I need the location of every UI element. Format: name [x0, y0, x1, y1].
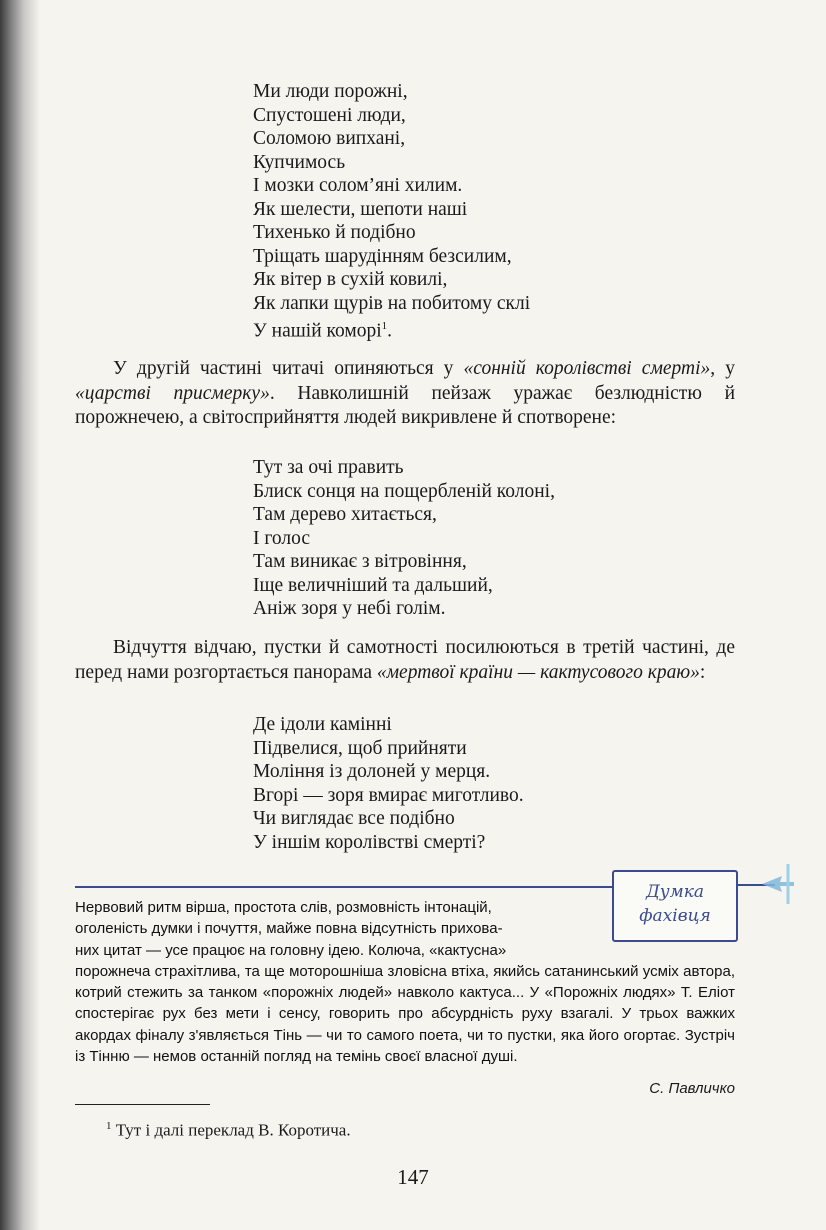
poem-line: Як вітер в сухій ковилі,: [253, 269, 448, 290]
poem-line: Чи виглядає все подібно: [253, 808, 455, 829]
poem-line: Блиск сонця на пощербленій колоні,: [253, 480, 555, 502]
quote: «царстві присмерку»: [75, 382, 270, 404]
quote: «мертвої країни — кактусового краю»: [376, 661, 700, 683]
poem-line: І мозки солом’яні хилим.: [253, 175, 463, 196]
paragraph-2: Відчуття відчаю, пустки й самотності посилюються в третій частині, де перед нами розгортається панорама «мертвої країни — кактусового краю»:: [75, 637, 735, 683]
poem-line: Тихенько й подібно: [253, 222, 416, 243]
poem-line: І голос: [253, 527, 310, 549]
quote: «сонній королівстві смерті»: [463, 358, 711, 379]
poem-line: Як шелести, шепоти наші: [253, 198, 468, 220]
paragraph-1: У другій частині читачі опиняються у «сонній королівстві смерті», у «царстві присмерку». Навколишній пейзаж уражає безлюдністю й порожнечею, а світосприйняття людей викривлене й спотворене:: [75, 358, 736, 428]
poem-line: Тут за очі править: [253, 457, 404, 478]
badge-line-1: Думка: [645, 882, 705, 902]
poem-line: Моління із долоней у мерця.: [253, 761, 491, 782]
section-divider: [75, 886, 623, 888]
book-spine-shadow: [0, 0, 40, 1230]
poem-line: Там дерево хитається,: [253, 504, 437, 525]
poem-line: Купчимось: [253, 151, 346, 173]
poem-excerpt-3: [253, 713, 524, 854]
poem-line: Спустошені люди,: [253, 104, 406, 126]
footnote-rule: [75, 1104, 210, 1105]
poem-excerpt-2: [253, 456, 555, 621]
footnote: $^1$ Тут і далі переклад В. Коротича.: [106, 1120, 351, 1140]
poem-line: У іншім королівстві смерті?: [253, 831, 486, 853]
decorative-arrow-icon: [760, 858, 796, 908]
poem-line: Тріщать шарудінням безсилим,: [253, 245, 512, 267]
poem-line: Підвелися, щоб прийняти: [253, 737, 467, 759]
poem-line: Як лапки щурів на побитому склі: [253, 292, 531, 314]
commentary-author: С. Павличко: [649, 1080, 735, 1097]
poem-line-last: У нашій коморі$^1$.: [253, 320, 393, 342]
poem-line: Ми люди порожні,: [253, 81, 408, 102]
poem-line: Де ідоли камінні: [253, 714, 392, 735]
expert-commentary: Нервовий ритм вірша, простота слів, розмовність інтонацій, оголеність думки і почуття, майже повна відсутність прихова- них цитат — усе працює на головну ідею. Колюча, «кактусна» порожнеча страхітлива, та ще моторошніша зловісна втіха, якийсь сатанинський усміх автора, котрий стежить за танком «порожніх людей» навколо кактуса... У «Порожніх людях» Т. Еліот спостерігає рух без мети і сенсу, говорить про абсурдність руху взагалі. У трьох важких акордах фіналу з'являється Тінь — чи то самого поета, чи то пустки, яка його огортає. Зустріч із Тінню — немов останній погляд на темінь своєї власної душі.: [75, 899, 735, 1066]
page-number: 147: [397, 1165, 429, 1189]
poem-line: Соломою випхані,: [253, 128, 406, 149]
poem-line: Вгорі — зоря вмирає миготливо.: [253, 784, 524, 806]
poem-line: Аніж зоря у небі голім.: [253, 598, 446, 619]
footnote-reference: 1: [381, 320, 388, 332]
badge-line-2: фахівця: [639, 906, 711, 926]
poem-line: Іще величніший та дальший,: [253, 574, 493, 596]
poem-line: Там виникає з вітровіння,: [253, 551, 467, 572]
poem-excerpt-1: [253, 80, 530, 343]
